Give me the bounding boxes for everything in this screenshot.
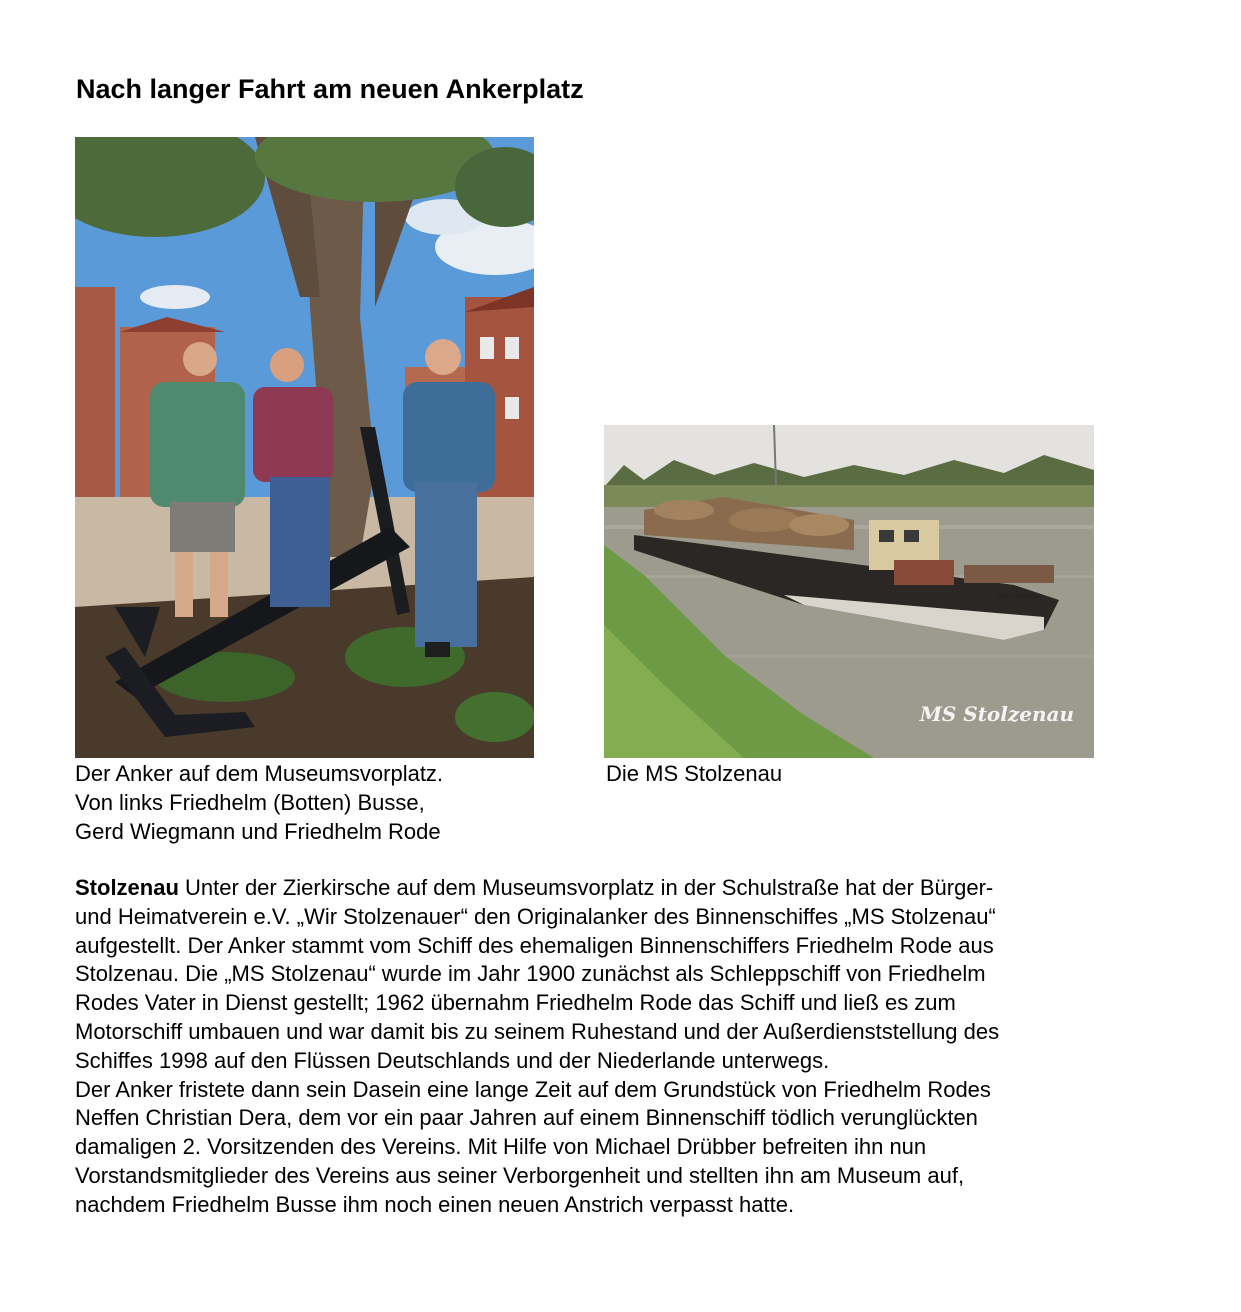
ship-photo-drawing	[604, 425, 1094, 758]
body-lead: Stolzenau	[75, 875, 179, 900]
body-line: Stolzenau. Die „MS Stolzenau“ wurde im Jahr 1900 zunächst als Schleppschiff von Friedhelm	[75, 961, 986, 987]
ship-hull-lettering: STOLZENAU	[997, 593, 1039, 600]
caption-line: Gerd Wiegmann und Friedhelm Rode	[75, 819, 441, 844]
ship-photo-watermark: MS Stolzenau	[919, 702, 1074, 726]
anchor-group-photo	[75, 137, 534, 758]
article-body	[75, 874, 1165, 1220]
body-line: Schiffes 1998 auf den Flüssen Deutschlands und der Niederlande unterwegs.	[75, 1047, 830, 1073]
ship-photo	[604, 425, 1094, 758]
body-line: Stolzenau Unter der Zierkirsche auf dem Museumsvorplatz in der Schulstraße hat der Bürger-	[75, 875, 994, 900]
body-line: Vorstandsmitglieder des Vereins aus seiner Verborgenheit und stellten ihn am Museum auf,	[75, 1162, 965, 1188]
anchor-group-photo-drawing	[75, 137, 534, 758]
ship-photo-caption: Die MS Stolzenau	[606, 761, 783, 786]
caption-line: Von links Friedhelm (Botten) Busse,	[75, 790, 425, 815]
body-line: damaligen 2. Vorsitzenden des Vereins. Mit Hilfe von Michael Drübber befreiten ihn nun	[75, 1134, 927, 1160]
article-title: Nach langer Fahrt am neuen Ankerplatz	[76, 74, 584, 104]
body-line: nachdem Friedhelm Busse ihm noch einen neuen Anstrich verpasst hatte.	[75, 1191, 795, 1217]
anchor-photo-caption	[75, 759, 443, 846]
body-line: Der Anker fristete dann sein Dasein eine lange Zeit auf dem Grundstück von Friedhelm Rodes	[75, 1076, 991, 1102]
body-line: und Heimatverein e.V. „Wir Stolzenauer“ den Originalanker des Binnenschiffes „MS Stolzenau“	[75, 903, 996, 929]
body-line: Neffen Christian Dera, dem vor ein paar Jahren auf einem Binnenschiff tödlich verunglückten	[75, 1105, 978, 1131]
caption-line: Der Anker auf dem Museumsvorplatz.	[75, 761, 444, 786]
body-line: Motorschiff umbauen und war damit bis zu seinem Ruhestand und der Außerdienststellung des	[75, 1018, 1000, 1044]
body-line: Rodes Vater in Dienst gestellt; 1962 übernahm Friedhelm Rode das Schiff und ließ es zum	[75, 990, 956, 1016]
body-line: aufgestellt. Der Anker stammt vom Schiff des ehemaligen Binnenschiffers Friedhelm Rode aus	[75, 932, 994, 958]
